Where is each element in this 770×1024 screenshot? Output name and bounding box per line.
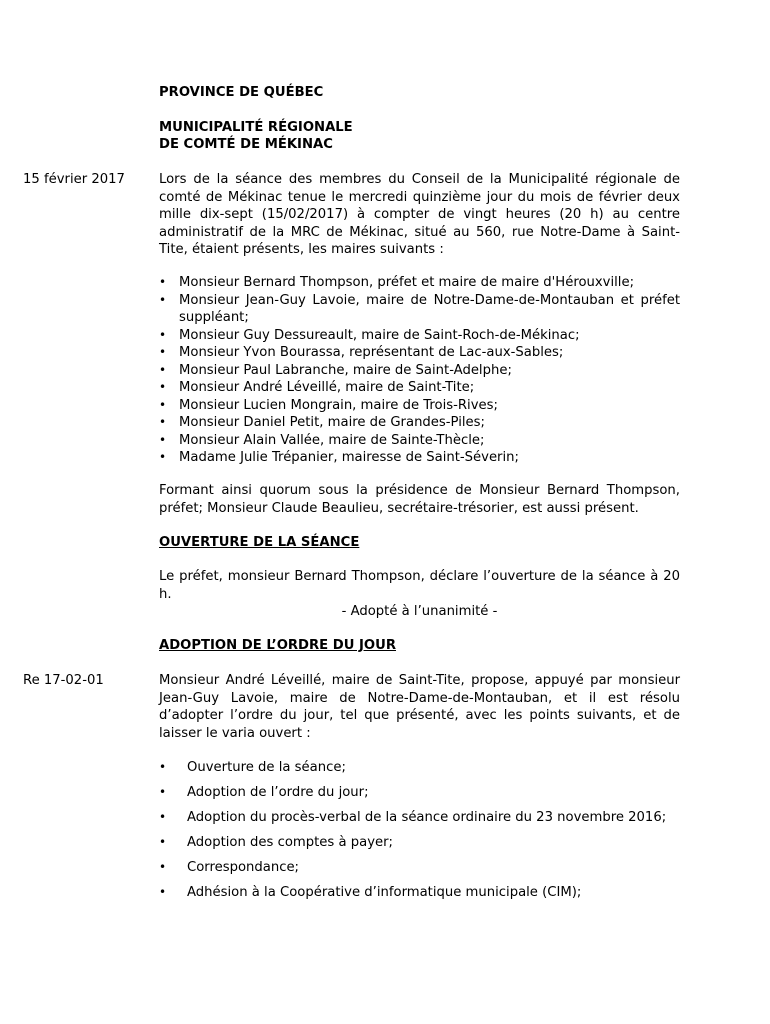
agenda-item: • Adoption du procès-verbal de la séance ordinaire du 23 novembre 2016; (159, 810, 667, 825)
attendee-item: • Monsieur Daniel Petit, maire de Grandes-Piles; (159, 415, 485, 430)
attendees-section (159, 274, 680, 467)
municipality-heading-line1: MUNICIPALITÉ RÉGIONALE (159, 119, 353, 135)
attendee-item: • Monsieur André Léveillé, maire de Saint-Tite; (159, 380, 475, 395)
bullet-icon: • (159, 362, 167, 377)
attendee-item: • Monsieur Alain Vallée, maire de Sainte-Thècle; (159, 432, 485, 448)
opening-body (159, 568, 680, 621)
agenda-items-list (159, 759, 680, 902)
quorum-paragraph: Formant ainsi quorum sous la présidence de Monsieur Bernard Thompson, préfet; Monsieur Claude Beaulieu, secrétaire-trésorier, est aussi présent. (159, 483, 680, 516)
quorum-section (159, 482, 680, 517)
document-header (159, 84, 680, 154)
meeting-intro-paragraph: Lors de la séance des membres du Conseil de la Municipalité régionale de comté de Mékinac tenue le mercredi quinzième jour du mois de février deux mille dix-sept (15/02/2017) à compter de vingt heures (20 h) au centre administratif de la MRC de Mékinac, situé au 560, rue Notre-Dame à Saint-Tite, étaient présents, les maires suivants : (159, 172, 680, 257)
attendee-item: • Monsieur Jean-Guy Lavoie, maire de Notre-Dame-de-Montauban et préfet suppléant; (159, 292, 680, 325)
attendee-item: • Monsieur Guy Dessureault, maire de Saint-Roch-de-Mékinac; (159, 327, 580, 343)
bullet-icon: • (159, 760, 167, 774)
bullet-icon: • (159, 397, 167, 412)
bullet-icon: • (159, 380, 167, 394)
attendees-list (159, 274, 680, 467)
agenda-section (159, 637, 680, 655)
opening-section (159, 534, 680, 552)
attendee-item: • Monsieur Bernard Thompson, préfet et maire de maire d'Hérouxville; (159, 275, 635, 290)
attendee-item: • Madame Julie Trépanier, mairesse de Saint-Séverin; (159, 450, 519, 465)
agenda-body (159, 672, 680, 742)
bullet-icon: • (159, 835, 167, 849)
municipality-heading-line2: DE COMTÉ DE MÉKINAC (159, 137, 333, 152)
bullet-icon: • (159, 345, 167, 359)
meeting-date-note: 15 février 2017 (23, 172, 125, 187)
opening-paragraph: Le préfet, monsieur Bernard Thompson, déclare l’ouverture de la séance à 20 h. (159, 569, 680, 602)
agenda-items-section (159, 759, 680, 909)
agenda-item: • Ouverture de la séance; (159, 760, 346, 775)
bullet-icon: • (159, 810, 167, 824)
opening-adopted-note: - Adopté à l’unanimité - (341, 604, 498, 619)
meeting-section (159, 171, 680, 259)
opening-heading: OUVERTURE DE LA SÉANCE (159, 535, 360, 550)
agenda-item: • Correspondance; (159, 860, 299, 875)
bullet-icon: • (159, 292, 167, 307)
agenda-item: • Adoption de l’ordre du jour; (159, 785, 369, 800)
attendee-item: • Monsieur Yvon Bourassa, représentant de Lac-aux-Sables; (159, 345, 564, 360)
bullet-icon: • (159, 275, 167, 289)
bullet-icon: • (159, 785, 167, 799)
agenda-heading: ADOPTION DE L’ORDRE DU JOUR (159, 638, 396, 653)
bullet-icon: • (159, 327, 167, 342)
bullet-icon: • (159, 885, 167, 899)
agenda-item: • Adoption des comptes à payer; (159, 835, 393, 850)
bullet-icon: • (159, 450, 167, 464)
attendee-item: • Monsieur Lucien Mongrain, maire de Trois-Rives; (159, 397, 498, 413)
bullet-icon: • (159, 415, 167, 429)
bullet-icon: • (159, 432, 167, 447)
agenda-item: • Adhésion à la Coopérative d’informatique municipale (CIM); (159, 885, 582, 900)
attendee-item: • Monsieur Paul Labranche, maire de Saint-Adelphe; (159, 362, 512, 378)
bullet-icon: • (159, 860, 167, 874)
resolution-number: Re 17-02-01 (23, 673, 104, 688)
province-heading: PROVINCE DE QUÉBEC (159, 85, 324, 100)
agenda-resolution-paragraph: Monsieur André Léveillé, maire de Saint-Tite, propose, appuyé par monsieur Jean-Guy Lavoie, maire de Notre-Dame-de-Montauban, et il est résolu d’adopter l’ordre du jour, tel que présenté, avec les points suivants, et de laisser le varia ouvert : (159, 673, 680, 741)
